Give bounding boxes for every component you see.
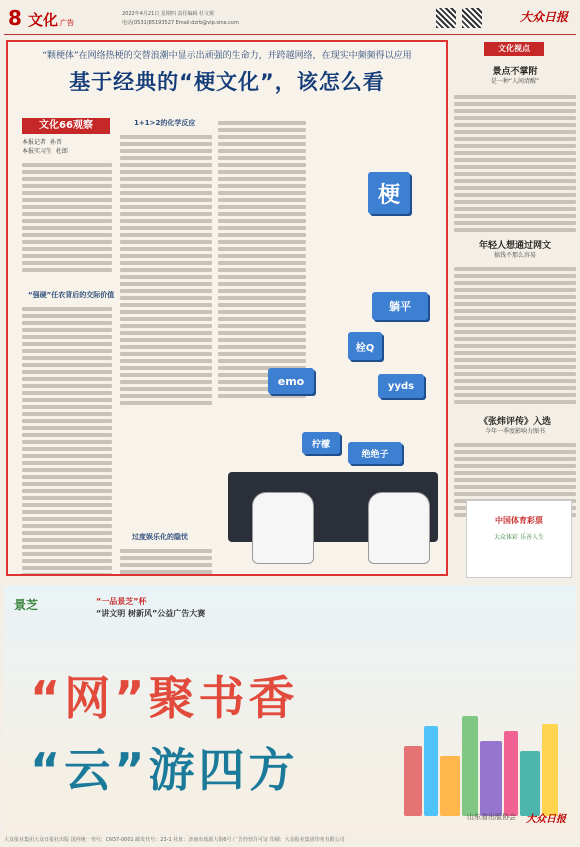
right-column [454,42,576,578]
feature-article [6,40,448,576]
meme-tile: 躺平 [372,292,428,320]
meme-tile: 栓Q [348,332,382,360]
subheading: 1+1>2的化学反应 [134,119,196,127]
publisher-association: 山东省出版协会 [467,813,516,821]
subheading: “强硬”任农背后的交际价值 [28,291,115,299]
byline: 本报记者 孙晋 本报实习生 杜郎 [22,139,68,155]
text-column [120,546,212,576]
banner-slogan-2: “云”游四方 [30,743,299,797]
public-service-banner [4,586,576,832]
left-hand-icon [252,492,314,564]
text-column [120,132,212,408]
meme-tile: yyds [378,374,424,398]
column-badge: 文化66观察 [22,118,110,134]
banner-line2: “讲文明 树新风”公益广告大赛 [96,609,206,618]
page-number: 8 [8,6,22,30]
text-column [22,304,112,576]
keyboard-illustration [277,142,444,576]
text-block [454,92,576,235]
qr-code-icon [436,8,456,28]
brand-logo: 大众日报 [526,814,566,825]
header-meta: 2022年4月21日 星期四 责任编辑 杜文栗 电话(0531)85193527 Email:dzrb@vip.sina.com [122,11,239,26]
meme-tile: 绝绝子 [348,442,402,464]
page-header [4,4,576,35]
right-hand-icon [368,492,430,564]
text-block [454,264,576,407]
article-subtitle: 今年一季度影响力图书 [484,428,545,435]
text-column [218,118,306,401]
article-title: 景点不掌附 [492,67,538,77]
column-tag: 文化视点 [484,42,544,56]
brand-logo: 大众日报 [519,10,568,24]
article-headline: 基于经典的“梗文化”，该怎么看 [69,70,385,94]
banner-line1: “一品景芝”杯 [96,597,147,606]
article-title: 《张炜评传》入选 [478,417,551,427]
qr-code-icon [462,8,482,28]
ad-title: 中国体育彩票 [495,516,543,525]
banner-slogan-1: “网”聚书香 [30,671,299,725]
books-illustration [404,706,564,816]
ad-subtitle: 大众体彩 乐善人生 [494,534,544,541]
article-subtitle: 是一种“人间清醒” [490,78,540,85]
page-footer: 大众报业集团大众日报社出版 国内统一刊号：CN37-0001 邮发代号：23-1 社址：济南市泺源大街6号 广告经营许可证 印刷：大众报业集团印务有限公司 [4,837,345,843]
meme-tile: emo [268,368,314,394]
meme-tile: 梗 [368,172,410,214]
lottery-ad [466,500,572,578]
text-column [22,160,112,275]
article-lead: “颗梗体”在网络热梗的交替浪潮中显示出顽强的生命力，并跨越网络，在现实中频频得以应用 [42,51,412,61]
section-title: 文化 广告 [28,11,75,29]
article-title: 年轻人想通过网文 [478,241,551,251]
subheading: 过度娱乐化的隐忧 [132,533,188,541]
jingzhi-logo: 景芝 [14,598,39,612]
article-subtitle: 搞钱不那么容易 [493,252,536,259]
meme-tile: 柠檬 [302,432,340,454]
